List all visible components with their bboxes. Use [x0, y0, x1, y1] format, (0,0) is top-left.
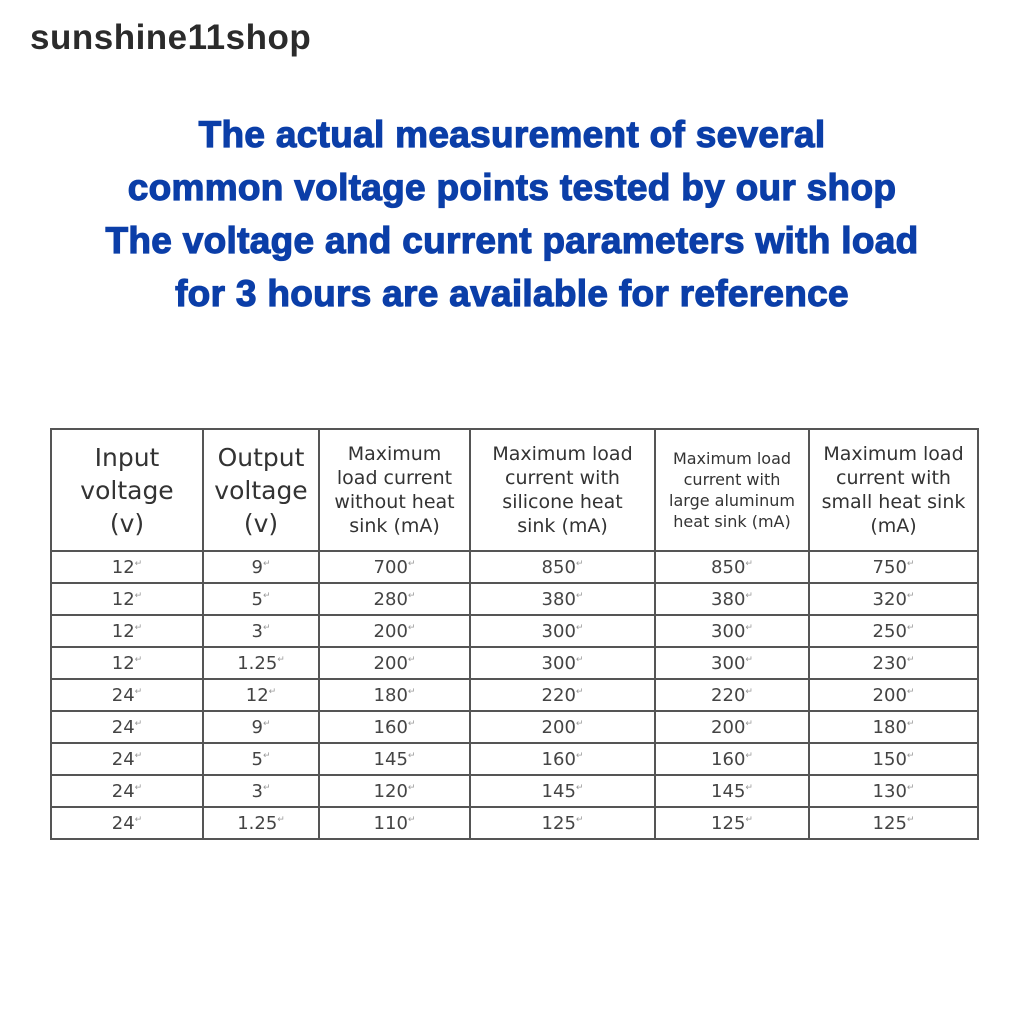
cell-value: 280 ↵	[374, 589, 416, 610]
cell-large-aluminum-heat-sink	[655, 743, 809, 775]
cell-input-voltage	[51, 551, 203, 583]
cell-no-heat-sink	[319, 615, 470, 647]
cell-value: 200 ↵	[374, 621, 416, 642]
cell-silicone-heat-sink	[470, 551, 655, 583]
cell-silicone-heat-sink	[470, 711, 655, 743]
cell-value: 3 ↵	[252, 621, 271, 642]
cell-value: 200 ↵	[873, 685, 915, 706]
cell-value: 300 ↵	[711, 653, 753, 674]
cell-value: 130 ↵	[873, 781, 915, 802]
headline-line: common voltage points tested by our shop	[127, 167, 897, 208]
cell-no-heat-sink	[319, 775, 470, 807]
cell-value: 12 ↵	[112, 621, 142, 642]
cell-value: 125 ↵	[542, 813, 584, 834]
header-no-heat-sink: Maximum load current without heat sink (mA)	[319, 429, 470, 551]
cell-small-heat-sink	[809, 711, 978, 743]
table-row	[51, 551, 978, 583]
cell-large-aluminum-heat-sink	[655, 551, 809, 583]
cell-value: 24 ↵	[112, 685, 142, 706]
header-input-voltage: Input voltage (v)	[51, 429, 203, 551]
table-row	[51, 647, 978, 679]
cell-value: 24 ↵	[112, 717, 142, 738]
cell-small-heat-sink	[809, 775, 978, 807]
cell-value: 24 ↵	[112, 781, 142, 802]
cell-value: 125 ↵	[711, 813, 753, 834]
cell-value: 750 ↵	[873, 557, 915, 578]
cell-input-voltage	[51, 711, 203, 743]
cell-value: 1.25 ↵	[237, 653, 285, 674]
header-small-heat-sink: Maximum load current with small heat sink (mA)	[809, 429, 978, 551]
cell-value: 12 ↵	[112, 589, 142, 610]
cell-small-heat-sink	[809, 807, 978, 839]
cell-output-voltage	[203, 807, 319, 839]
cell-value: 125 ↵	[873, 813, 915, 834]
cell-no-heat-sink	[319, 711, 470, 743]
cell-no-heat-sink	[319, 679, 470, 711]
cell-small-heat-sink	[809, 551, 978, 583]
cell-silicone-heat-sink	[470, 679, 655, 711]
cell-silicone-heat-sink	[470, 583, 655, 615]
cell-no-heat-sink	[319, 807, 470, 839]
cell-small-heat-sink	[809, 615, 978, 647]
cell-value: 160 ↵	[374, 717, 416, 738]
cell-large-aluminum-heat-sink	[655, 679, 809, 711]
cell-silicone-heat-sink	[470, 743, 655, 775]
table-row	[51, 615, 978, 647]
cell-value: 12 ↵	[246, 685, 276, 706]
cell-value: 200 ↵	[542, 717, 584, 738]
table-row	[51, 775, 978, 807]
cell-value: 250 ↵	[873, 621, 915, 642]
cell-value: 850 ↵	[542, 557, 584, 578]
cell-large-aluminum-heat-sink	[655, 775, 809, 807]
cell-no-heat-sink	[319, 743, 470, 775]
cell-value: 145 ↵	[374, 749, 416, 770]
cell-small-heat-sink	[809, 647, 978, 679]
cell-value: 180 ↵	[374, 685, 416, 706]
cell-value: 180 ↵	[873, 717, 915, 738]
cell-value: 300 ↵	[542, 653, 584, 674]
cell-value: 700 ↵	[374, 557, 416, 578]
cell-value: 380 ↵	[542, 589, 584, 610]
cell-output-voltage	[203, 711, 319, 743]
cell-large-aluminum-heat-sink	[655, 647, 809, 679]
cell-value: 300 ↵	[711, 621, 753, 642]
cell-value: 24 ↵	[112, 749, 142, 770]
cell-large-aluminum-heat-sink	[655, 807, 809, 839]
cell-input-voltage	[51, 583, 203, 615]
cell-value: 850 ↵	[711, 557, 753, 578]
cell-silicone-heat-sink	[470, 615, 655, 647]
cell-output-voltage	[203, 647, 319, 679]
headline-line: The actual measurement of several	[198, 114, 826, 155]
cell-input-voltage	[51, 775, 203, 807]
cell-value: 12 ↵	[112, 653, 142, 674]
header-silicone-heat-sink: Maximum load current with silicone heat sink (mA)	[470, 429, 655, 551]
cell-no-heat-sink	[319, 647, 470, 679]
table-header-row	[51, 429, 978, 551]
cell-value: 230 ↵	[873, 653, 915, 674]
shop-watermark: sunshine11shop	[30, 18, 312, 57]
cell-value: 9 ↵	[252, 557, 271, 578]
cell-output-voltage	[203, 743, 319, 775]
cell-small-heat-sink	[809, 679, 978, 711]
cell-silicone-heat-sink	[470, 775, 655, 807]
cell-output-voltage	[203, 775, 319, 807]
cell-input-voltage	[51, 615, 203, 647]
cell-large-aluminum-heat-sink	[655, 711, 809, 743]
table-row	[51, 807, 978, 839]
cell-value: 220 ↵	[542, 685, 584, 706]
cell-large-aluminum-heat-sink	[655, 583, 809, 615]
cell-input-voltage	[51, 807, 203, 839]
headline	[0, 108, 1024, 320]
headline-line: for 3 hours are available for reference	[175, 273, 849, 314]
cell-value: 200 ↵	[374, 653, 416, 674]
header-large-aluminum-heat-sink: Maximum load current with large aluminum heat sink (mA)	[655, 429, 809, 551]
cell-value: 320 ↵	[873, 589, 915, 610]
cell-value: 200 ↵	[711, 717, 753, 738]
cell-large-aluminum-heat-sink	[655, 615, 809, 647]
cell-value: 5 ↵	[252, 749, 271, 770]
cell-output-voltage	[203, 583, 319, 615]
measurement-table	[50, 428, 979, 840]
cell-output-voltage	[203, 551, 319, 583]
cell-value: 145 ↵	[542, 781, 584, 802]
cell-small-heat-sink	[809, 583, 978, 615]
cell-no-heat-sink	[319, 551, 470, 583]
cell-value: 9 ↵	[252, 717, 271, 738]
cell-small-heat-sink	[809, 743, 978, 775]
cell-silicone-heat-sink	[470, 807, 655, 839]
cell-value: 160 ↵	[542, 749, 584, 770]
cell-value: 110 ↵	[374, 813, 416, 834]
cell-value: 145 ↵	[711, 781, 753, 802]
table-row	[51, 711, 978, 743]
header-output-voltage: Output voltage (v)	[203, 429, 319, 551]
cell-output-voltage	[203, 615, 319, 647]
cell-value: 3 ↵	[252, 781, 271, 802]
cell-input-voltage	[51, 647, 203, 679]
cell-output-voltage	[203, 679, 319, 711]
cell-value: 12 ↵	[112, 557, 142, 578]
cell-value: 220 ↵	[711, 685, 753, 706]
table-row	[51, 583, 978, 615]
cell-value: 1.25 ↵	[237, 813, 285, 834]
headline-line: The voltage and current parameters with load	[105, 220, 919, 261]
cell-value: 5 ↵	[252, 589, 271, 610]
cell-value: 380 ↵	[711, 589, 753, 610]
cell-value: 120 ↵	[374, 781, 416, 802]
table-row	[51, 679, 978, 711]
table-row	[51, 743, 978, 775]
cell-value: 150 ↵	[873, 749, 915, 770]
cell-no-heat-sink	[319, 583, 470, 615]
cell-input-voltage	[51, 743, 203, 775]
cell-input-voltage	[51, 679, 203, 711]
cell-value: 160 ↵	[711, 749, 753, 770]
cell-value: 300 ↵	[542, 621, 584, 642]
cell-silicone-heat-sink	[470, 647, 655, 679]
cell-value: 24 ↵	[112, 813, 142, 834]
